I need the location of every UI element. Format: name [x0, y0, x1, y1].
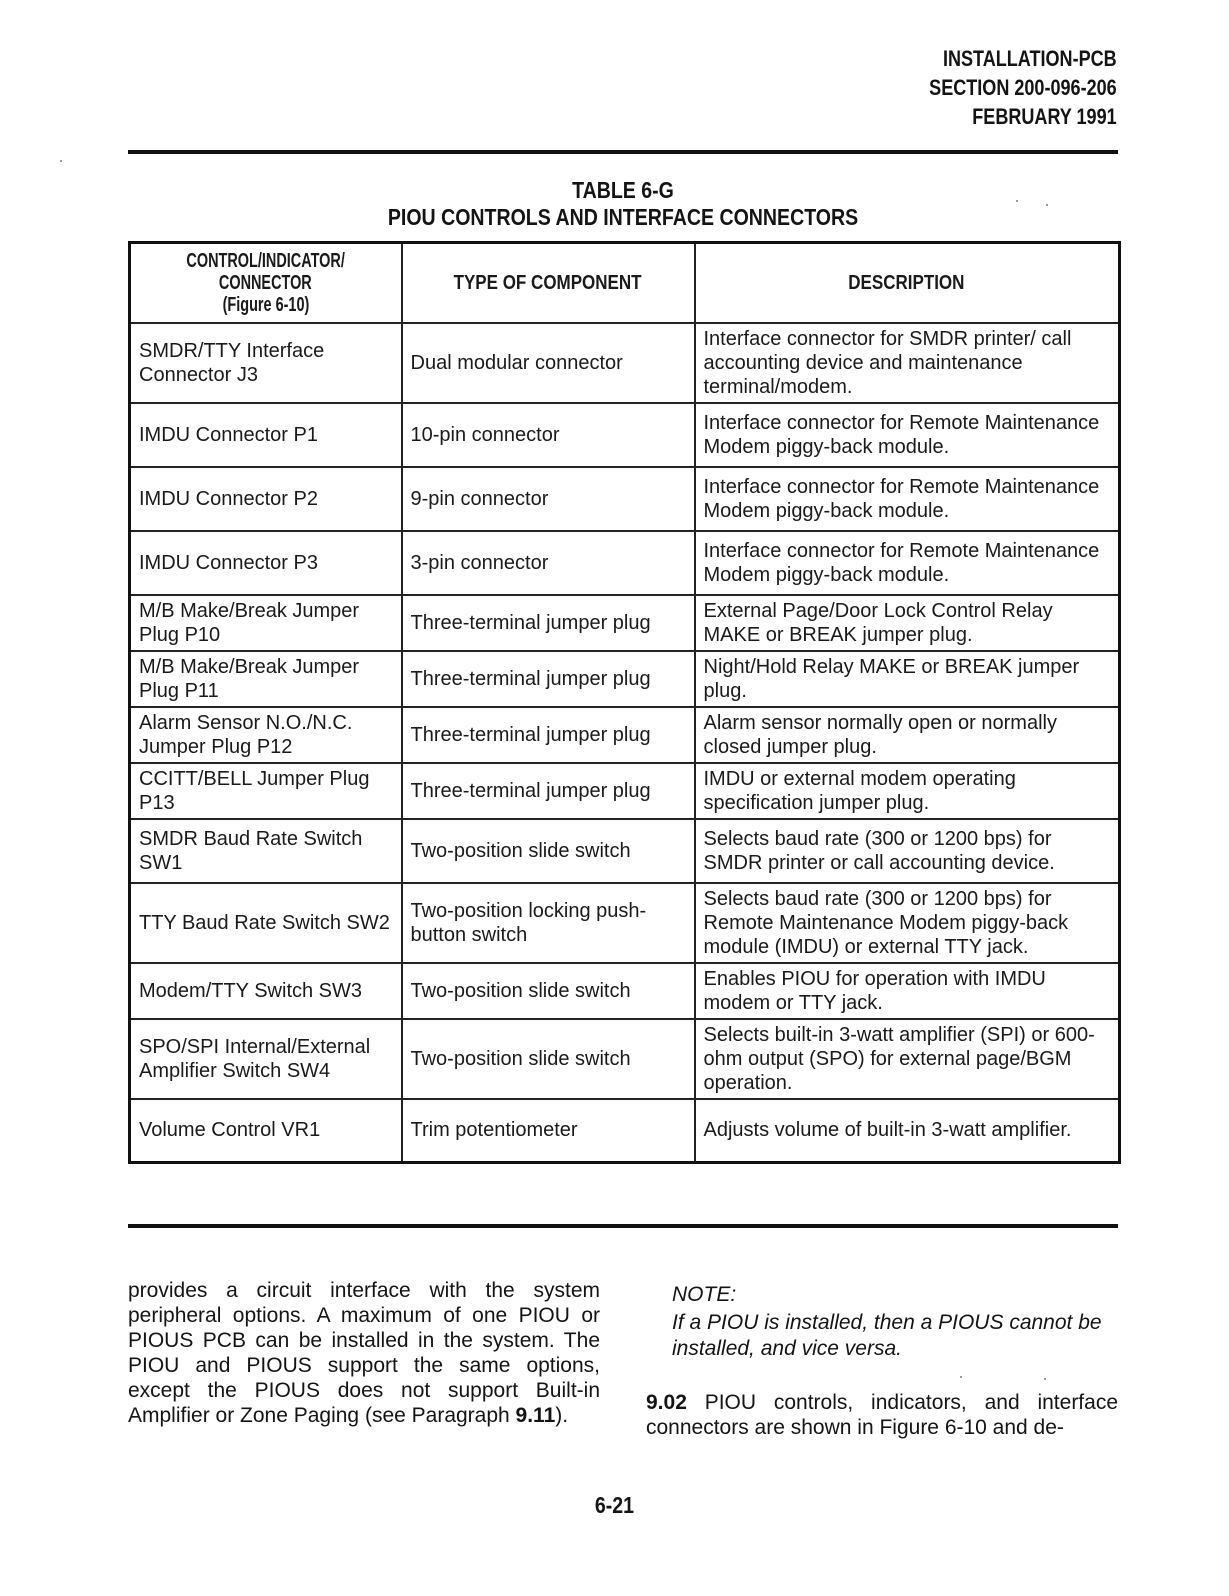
control-cell: IMDU Connector P3	[130, 531, 402, 595]
table-row	[130, 819, 1120, 883]
table-row	[130, 595, 1120, 651]
type-cell: Three-terminal jumper plug	[402, 651, 695, 707]
control-cell: TTY Baud Rate Switch SW2	[130, 883, 402, 963]
table-row	[130, 531, 1120, 595]
control-cell: Alarm Sensor N.O./N.C. Jumper Plug P12	[130, 707, 402, 763]
description-cell: Enables PIOU for operation with IMDU modem or TTY jack.	[695, 963, 1120, 1019]
type-cell: Three-terminal jumper plug	[402, 595, 695, 651]
control-cell: SMDR/TTY Interface Connector J3	[130, 323, 402, 403]
type-cell: Three-terminal jumper plug	[402, 707, 695, 763]
paragraph-reference: 9.11	[515, 1404, 556, 1427]
description-cell: Interface connector for Remote Maintenance Modem piggy-back module.	[695, 467, 1120, 531]
control-cell: IMDU Connector P1	[130, 403, 402, 467]
table-row	[130, 651, 1120, 707]
type-cell: Trim potentiometer	[402, 1099, 695, 1163]
scan-speck	[1046, 204, 1048, 206]
body-paragraph-left: provides a circuit interface with the system peripheral options. A maximum of one PIOU or PIOUS PCB can be installed in the system. The PIOU and PIOUS support the same options, except the PIOUS does not support Built-in Amplifier or Zone Paging (see Paragraph 9.11).	[128, 1279, 600, 1427]
description-cell: Interface connector for SMDR printer/ call accounting device and maintenance terminal/modem.	[695, 323, 1120, 403]
table-subtitle: PIOU CONTROLS AND INTERFACE CONNECTORS	[387, 204, 859, 230]
note-label: NOTE:	[672, 1283, 737, 1306]
table-header-row	[130, 243, 1120, 323]
table-row	[130, 323, 1120, 403]
type-cell: Dual modular connector	[402, 323, 695, 403]
control-cell: Volume Control VR1	[130, 1099, 402, 1163]
type-cell: Three-terminal jumper plug	[402, 763, 695, 819]
table-row	[130, 763, 1120, 819]
paragraph-number: 9.02	[646, 1391, 687, 1414]
type-cell: Two-position slide switch	[402, 819, 695, 883]
scan-speck	[960, 1376, 962, 1378]
table-title: TABLE 6-G	[572, 177, 674, 203]
scan-speck	[1044, 1378, 1046, 1380]
table-row	[130, 403, 1120, 467]
page-number: 6-21	[594, 1492, 635, 1518]
control-cell: CCITT/BELL Jumper Plug P13	[130, 763, 402, 819]
table-row	[130, 963, 1120, 1019]
description-cell: Interface connector for Remote Maintenance Modem piggy-back module.	[695, 403, 1120, 467]
description-cell: Adjusts volume of built-in 3-watt amplifier.	[695, 1099, 1120, 1163]
paragraph-9-02	[646, 1390, 1118, 1440]
table-row	[130, 883, 1120, 963]
type-cell: 3-pin connector	[402, 531, 695, 595]
column-header-control: CONTROL/INDICATOR/ CONNECTOR (Figure 6-10)	[130, 243, 402, 323]
type-cell: 9-pin connector	[402, 467, 695, 531]
scan-speck	[1016, 200, 1018, 202]
control-cell: IMDU Connector P2	[130, 467, 402, 531]
page-header	[929, 44, 1117, 131]
control-cell: SMDR Baud Rate Switch SW1	[130, 819, 402, 883]
top-rule	[128, 150, 1118, 154]
header-date: FEBRUARY 1991	[972, 104, 1117, 129]
description-cell: Selects baud rate (300 or 1200 bps) for Remote Maintenance Modem piggy-back module (IMDU) or external TTY jack.	[695, 883, 1120, 963]
description-cell: Interface connector for Remote Maintenance Modem piggy-back module.	[695, 531, 1120, 595]
header-section-number: SECTION 200-096-206	[929, 75, 1117, 100]
table-row	[130, 707, 1120, 763]
description-cell: External Page/Door Lock Control Relay MAKE or BREAK jumper plug.	[695, 595, 1120, 651]
paragraph-text: PIOU controls, indicators, and interface connectors are shown in Figure 6-10 and de-	[646, 1391, 1118, 1439]
description-cell: Selects built-in 3-watt amplifier (SPI) or 600-ohm output (SPO) for external page/BGM operation.	[695, 1019, 1120, 1099]
table-row	[130, 1099, 1120, 1163]
description-cell: Night/Hold Relay MAKE or BREAK jumper plug.	[695, 651, 1120, 707]
note-text: If a PIOU is installed, then a PIOUS cannot be installed, and vice versa.	[672, 1311, 1102, 1360]
type-cell: Two-position slide switch	[402, 1019, 695, 1099]
type-cell: Two-position locking push-button switch	[402, 883, 695, 963]
column-header-description: DESCRIPTION	[695, 243, 1120, 323]
description-cell: Alarm sensor normally open or normally closed jumper plug.	[695, 707, 1120, 763]
table-row	[130, 467, 1120, 531]
description-cell: IMDU or external modem operating specification jumper plug.	[695, 763, 1120, 819]
control-cell: M/B Make/Break Jumper Plug P11	[130, 651, 402, 707]
piou-controls-table	[128, 241, 1121, 1164]
control-cell: Modem/TTY Switch SW3	[130, 963, 402, 1019]
scan-speck	[60, 160, 62, 162]
column-header-type: TYPE OF COMPONENT	[402, 243, 695, 323]
bottom-rule	[128, 1224, 1118, 1228]
note-block	[672, 1282, 1118, 1362]
table-row	[130, 1019, 1120, 1099]
description-cell: Selects baud rate (300 or 1200 bps) for SMDR printer or call accounting device.	[695, 819, 1120, 883]
type-cell: 10-pin connector	[402, 403, 695, 467]
header-document-type: INSTALLATION-PCB	[943, 46, 1117, 71]
control-cell: SPO/SPI Internal/External Amplifier Switch SW4	[130, 1019, 402, 1099]
control-cell: M/B Make/Break Jumper Plug P10	[130, 595, 402, 651]
type-cell: Two-position slide switch	[402, 963, 695, 1019]
